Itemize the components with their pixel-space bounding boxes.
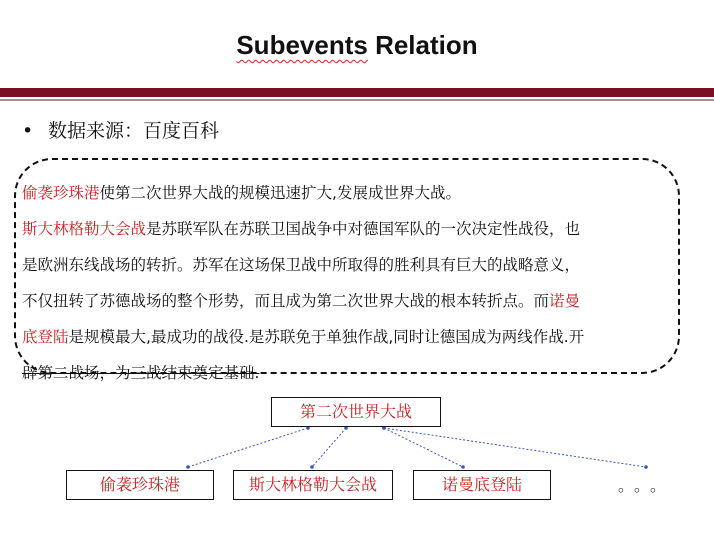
title-word-subevents: Subevents xyxy=(236,30,368,60)
paragraph-segment: 辟第二战场，为三战结束奠定基础. xyxy=(22,364,260,382)
paragraph-segment: 是欧洲东线战场的转折。苏军在这场保卫战中所取得的胜利具有巨大的战略意义， xyxy=(22,256,581,274)
paragraph-segment: 是规模最大,最成功的战役.是苏联免于单独作战,同时让德国成为两线作战.开 xyxy=(68,328,585,346)
tree-child-node: 诺曼底登陆 xyxy=(413,470,551,500)
connector-line xyxy=(188,428,308,467)
paragraph-segment: 是苏联军队在苏联卫国战争中对德国军队的一次决定性战役，也 xyxy=(146,220,581,238)
connector-line xyxy=(384,428,463,467)
paragraph-segment: 斯大林格勒大会战 xyxy=(22,220,147,238)
connector-dot xyxy=(461,465,465,469)
paragraph-segment: 不仅扭转了苏德战场的整个形势，而且成为第二次世界大战的根本转折点。而 xyxy=(22,292,550,310)
connector-dot xyxy=(644,465,648,469)
paragraph-segment: 使第二次世界大战的规模迅速扩大,发展成世界大战。 xyxy=(99,184,461,202)
bullet-symbol: • xyxy=(22,120,34,142)
paragraph-segment: 诺曼 xyxy=(549,292,581,310)
tree-ellipsis: 。。。 xyxy=(618,476,675,495)
connector-dot xyxy=(310,465,314,469)
paragraph-segment: 底登陆 xyxy=(22,328,69,346)
tree-child-node: 偷袭珍珠港 xyxy=(66,470,214,500)
title-word-relation: Relation xyxy=(367,30,478,60)
source-text: 数据来源：百度百科 xyxy=(48,120,220,142)
tree-root-node: 第二次世界大战 xyxy=(271,397,441,427)
connector-dot xyxy=(186,465,190,469)
connector-line xyxy=(312,428,346,467)
tree-child-node: 斯大林格勒大会战 xyxy=(233,470,393,500)
connector-line xyxy=(384,428,646,467)
paragraph-segment: 偷袭珍珠港 xyxy=(22,184,100,202)
